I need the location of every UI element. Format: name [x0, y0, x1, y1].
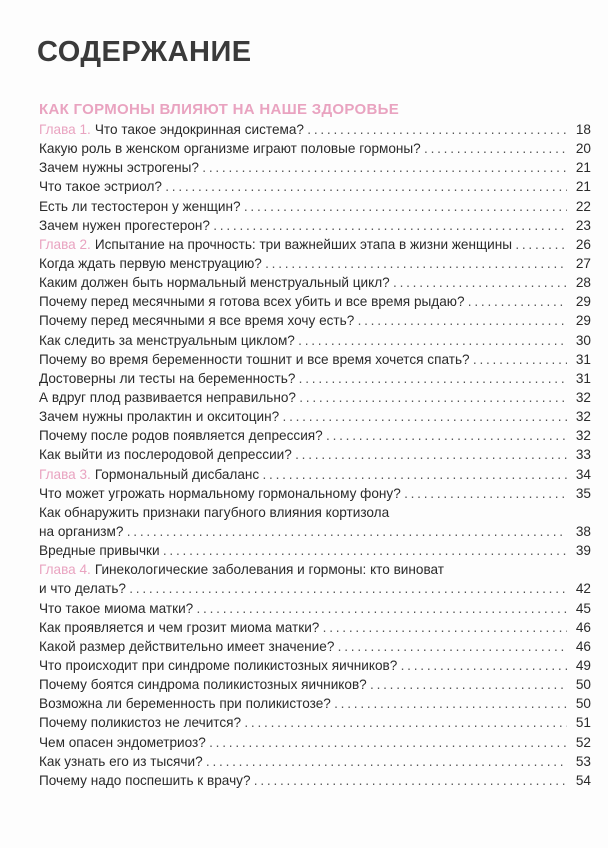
- entry-title: Как узнать его из тысячи?: [39, 753, 203, 769]
- toc-entry-text: [39, 465, 567, 484]
- toc-entry-text: [39, 311, 567, 330]
- entry-title: Как проявляется и чем грозит миома матки?: [39, 619, 320, 635]
- toc-entry-text: [39, 177, 567, 196]
- toc-entry-text: [39, 522, 567, 541]
- page-number: 20: [567, 139, 591, 158]
- entry-title: Гинекологические заболевания и гормоны: кто виноват: [94, 562, 445, 578]
- page-number: 54: [567, 771, 591, 790]
- toc-entry-text: [39, 120, 567, 139]
- entry-title: Как выйти из послеродовой депрессии?: [39, 447, 292, 463]
- entry-title: Зачем нужен прогестерон?: [39, 217, 210, 233]
- page-number: 31: [567, 350, 591, 369]
- toc-entry-text: [39, 216, 567, 235]
- toc-entry[interactable]: [39, 235, 591, 254]
- entry-title: Возможна ли беременность при поликистозе?: [39, 696, 331, 712]
- toc-entry-text: [39, 503, 591, 522]
- toc-entry[interactable]: [39, 120, 591, 139]
- toc-entry-text: [39, 733, 567, 752]
- toc-entry[interactable]: [39, 273, 591, 292]
- toc-entry-text: [39, 713, 567, 732]
- toc-entry[interactable]: [39, 254, 591, 273]
- page-number: 38: [567, 522, 591, 541]
- entry-title: Гормональный дисбаланс: [94, 466, 260, 482]
- page-number: 18: [567, 120, 591, 139]
- toc-entry[interactable]: [39, 484, 591, 503]
- page-number: 30: [567, 331, 591, 350]
- page-number: 45: [567, 599, 591, 618]
- page-number: 52: [567, 733, 591, 752]
- toc-entry-text: [39, 235, 567, 254]
- page-number: 50: [567, 675, 591, 694]
- entry-title: Достоверны ли тесты на беременность?: [39, 370, 296, 386]
- entry-title: Какой размер действительно имеет значение?: [39, 638, 335, 654]
- toc-entry[interactable]: [39, 522, 591, 541]
- page-number: 29: [567, 292, 591, 311]
- chapter-label: Глава 2.: [39, 236, 91, 252]
- toc-entry-text: [39, 579, 567, 598]
- page-number: 49: [567, 656, 591, 675]
- toc-entry[interactable]: [39, 675, 591, 694]
- entry-title: Как обнаружить признаки пагубного влияния кортизола: [39, 504, 390, 520]
- toc-entry-text: [39, 618, 567, 637]
- entry-title: Что может угрожать нормальному гормональному фону?: [39, 485, 401, 501]
- section-title: КАК ГОРМОНЫ ВЛИЯЮТ НА НАШЕ ЗДОРОВЬЕ: [39, 101, 399, 118]
- toc-entry[interactable]: [39, 465, 591, 484]
- toc-entry[interactable]: [39, 292, 591, 311]
- entry-title: на организм?: [39, 523, 124, 539]
- entry-title: Почему после родов появляется депрессия?: [39, 428, 323, 444]
- toc-list: [39, 120, 591, 790]
- entry-title: Что такое эстриол?: [39, 179, 162, 195]
- chapter-label: Глава 3.: [39, 466, 91, 482]
- page-number: 22: [567, 197, 591, 216]
- entry-title: Зачем нужны пролактин и окситоцин?: [39, 409, 280, 425]
- entry-title: и что делать?: [39, 581, 126, 597]
- toc-entry-text: [39, 331, 567, 350]
- toc-entry-text: [39, 273, 567, 292]
- entry-title: Вредные привычки: [39, 543, 160, 559]
- entry-title: Как следить за менструальным циклом?: [39, 332, 295, 348]
- toc-entry[interactable]: [39, 445, 591, 464]
- toc-entry-text: [39, 484, 567, 503]
- toc-entry-text: [39, 637, 567, 656]
- toc-entry[interactable]: [39, 694, 591, 713]
- entry-title: Почему поликистоз не лечится?: [39, 715, 242, 731]
- toc-entry[interactable]: [39, 331, 591, 350]
- page-number: 32: [567, 426, 591, 445]
- toc-entry-text: [39, 292, 567, 311]
- chapter-label: Глава 1.: [39, 122, 91, 137]
- page-number: 34: [567, 465, 591, 484]
- toc-entry[interactable]: [39, 541, 591, 560]
- toc-entry[interactable]: [39, 733, 591, 752]
- toc-entry[interactable]: [39, 177, 591, 196]
- page-number: 51: [567, 713, 591, 732]
- toc-entry[interactable]: [39, 599, 591, 618]
- page-number: 32: [567, 388, 591, 407]
- page-number: 21: [567, 177, 591, 196]
- toc-entry[interactable]: [39, 713, 591, 732]
- toc-entry-text: [39, 139, 567, 158]
- page-title: СОДЕРЖАНИЕ: [37, 36, 252, 68]
- page-number: 46: [567, 618, 591, 637]
- toc-entry-text: [39, 599, 567, 618]
- page-number: 21: [567, 158, 591, 177]
- toc-entry[interactable]: [39, 771, 591, 790]
- toc-entry-text: [39, 771, 567, 790]
- toc-entry[interactable]: [39, 388, 591, 407]
- page-number: 29: [567, 311, 591, 330]
- entry-title: Чем опасен эндометриоз?: [39, 734, 206, 750]
- toc-entry-text: [39, 752, 567, 771]
- toc-entry[interactable]: [39, 216, 591, 235]
- page-number: 32: [567, 407, 591, 426]
- toc-entry-text: [39, 254, 567, 273]
- toc-entry[interactable]: [39, 752, 591, 771]
- entry-title: Какую роль в женском организме играют половые гормоны?: [39, 141, 421, 157]
- toc-entry-text: [39, 675, 567, 694]
- toc-entry[interactable]: [39, 311, 591, 330]
- toc-entry-text: [39, 388, 567, 407]
- page-number: 39: [567, 541, 591, 560]
- toc-entry-text: [39, 158, 567, 177]
- page-number: 33: [567, 445, 591, 464]
- toc-entry[interactable]: [39, 139, 591, 158]
- page-number: 26: [567, 235, 591, 254]
- entry-title: Почему боятся синдрома поликистозных яичников?: [39, 677, 367, 693]
- entry-title: А вдруг плод развивается неправильно?: [39, 389, 296, 405]
- chapter-label: Глава 4.: [39, 562, 91, 578]
- toc-entry[interactable]: [39, 158, 591, 177]
- entry-title: Каким должен быть нормальный менструальный цикл?: [39, 275, 390, 291]
- toc-entry-text: [39, 560, 591, 579]
- entry-title: Почему перед месячными я все время хочу есть?: [39, 313, 355, 329]
- toc-entry-text: [39, 426, 567, 445]
- page-number: 23: [567, 216, 591, 235]
- toc-entry-text: [39, 445, 567, 464]
- toc-entry[interactable]: [39, 618, 591, 637]
- toc-entry[interactable]: [39, 503, 591, 522]
- entry-title: Что происходит при синдроме поликистозных яичников?: [39, 657, 398, 673]
- toc-entry[interactable]: [39, 350, 591, 369]
- toc-entry[interactable]: [39, 407, 591, 426]
- entry-title: Когда ждать первую менструацию?: [39, 255, 262, 271]
- entry-title: Испытание на прочность: три важнейших этапа в жизни женщины: [94, 236, 513, 252]
- entry-title: Почему перед месячными я готова всех убить и все время рыдаю?: [39, 294, 465, 310]
- page-number: 31: [567, 369, 591, 388]
- toc-entry[interactable]: [39, 426, 591, 445]
- entry-title: Почему во время беременности тошнит и все время хочется спать?: [39, 351, 470, 367]
- toc-entry[interactable]: [39, 560, 591, 579]
- toc-entry[interactable]: [39, 656, 591, 675]
- entry-title: Что такое миома матки?: [39, 600, 194, 616]
- page-number: 35: [567, 484, 591, 503]
- entry-title: Есть ли тестостерон у женщин?: [39, 198, 241, 214]
- entry-title: Зачем нужны эстрогены?: [39, 160, 199, 176]
- toc-entry-text: [39, 541, 567, 560]
- page-number: 53: [567, 752, 591, 771]
- toc-entry[interactable]: [39, 369, 591, 388]
- toc-entry[interactable]: [39, 637, 591, 656]
- toc-entry-text: [39, 656, 567, 675]
- toc-entry[interactable]: [39, 197, 591, 216]
- page-number: 28: [567, 273, 591, 292]
- toc-entry-text: [39, 694, 567, 713]
- entry-title: Почему надо поспешить к врачу?: [39, 772, 251, 788]
- page-number: 50: [567, 694, 591, 713]
- toc-entry-text: [39, 350, 567, 369]
- toc-entry-text: [39, 197, 567, 216]
- page-number: 42: [567, 579, 591, 598]
- toc-entry[interactable]: [39, 579, 591, 598]
- toc-entry-text: [39, 369, 567, 388]
- toc-entry-text: [39, 407, 567, 426]
- entry-title: Что такое эндокринная система?: [94, 122, 304, 137]
- page-number: 27: [567, 254, 591, 273]
- page-number: 46: [567, 637, 591, 656]
